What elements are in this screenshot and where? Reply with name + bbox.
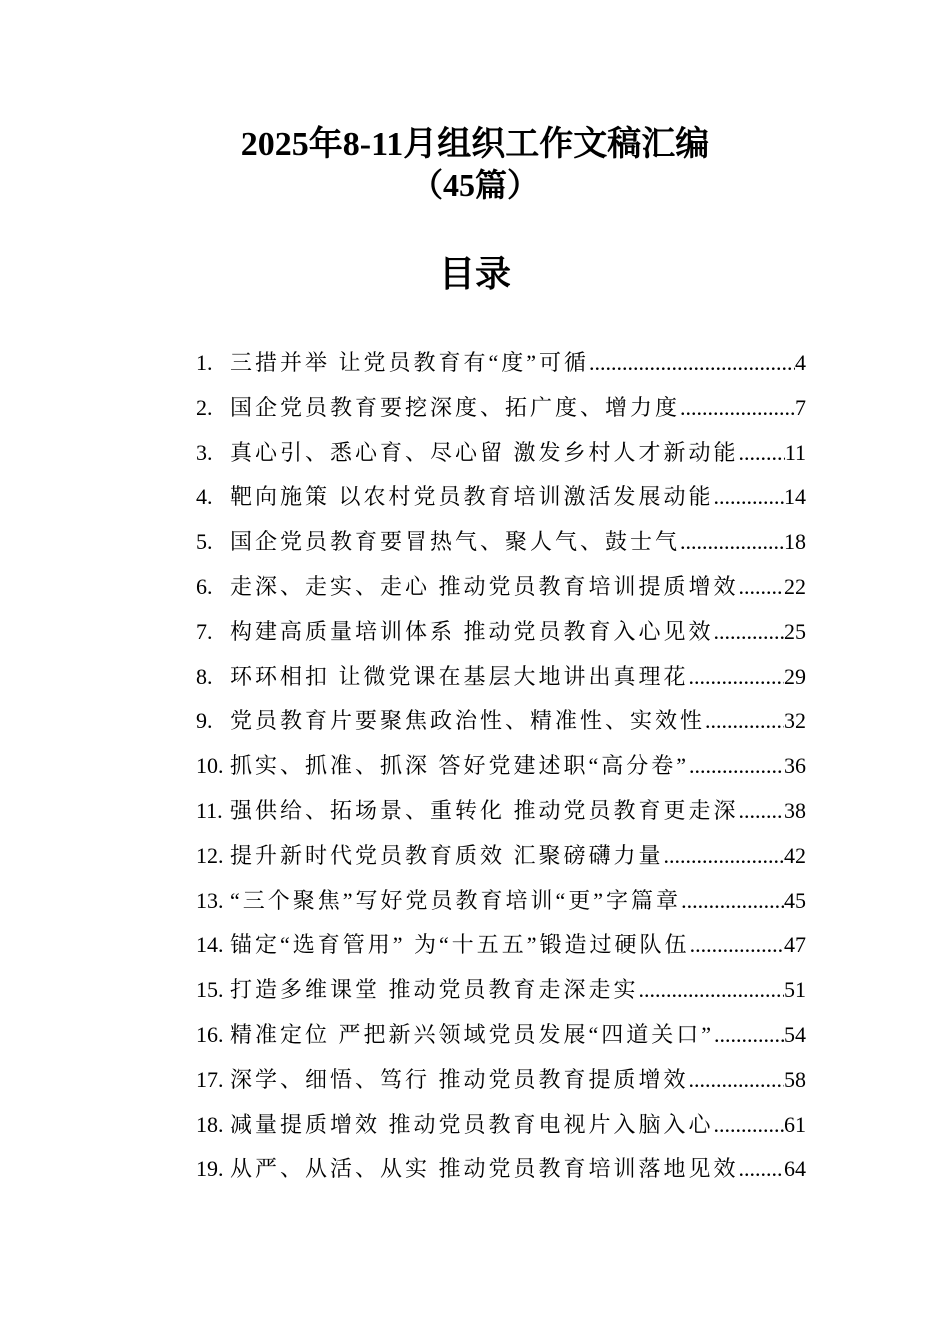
toc-entry-page: 45 [784,887,806,913]
dot-leader [739,436,785,470]
toc-entry-title: 构建高质量培训体系 推动党员教育入心见效 [230,618,714,644]
toc-entry-number: 16. [196,1021,224,1047]
toc-entry-page: 7 [795,394,806,420]
dot-leader [690,928,784,962]
dot-leader [739,570,784,604]
dot-leader [681,884,784,918]
toc-entry-title: 精准定位 严把新兴领域党员发展“四道关口” [230,1021,715,1047]
toc-entry-number: 3. [196,439,213,465]
toc-entry-title: 国企党员教育要挖深度、拓广度、增力度 [230,394,681,420]
dot-leader [589,346,795,380]
toc-entry-number: 10. [196,753,224,779]
toc-entry[interactable] [196,525,806,570]
dot-leader [639,973,784,1007]
toc-entry[interactable] [196,839,806,884]
toc-entry-page: 51 [784,977,806,1003]
toc-entry-page: 25 [784,618,806,644]
toc-entry-number: 6. [196,573,213,599]
dot-leader [714,480,784,514]
toc-entry-page: 38 [784,797,806,823]
toc-entry-page: 47 [784,932,806,958]
table-of-contents [196,346,806,1197]
toc-entry[interactable] [196,660,806,705]
toc-entry-title: 环环相扣 让微党课在基层大地讲出真理花 [230,663,689,689]
document-subtitle: （45篇） [410,167,539,203]
toc-heading: 目录 [438,254,511,294]
toc-entry-number: 7. [196,618,213,644]
toc-entry-title: 打造多维课堂 推动党员教育走深走实 [230,977,639,1003]
toc-entry-number: 8. [196,663,213,689]
dot-leader [664,839,784,873]
toc-entry-title: 提升新时代党员教育质效 汇聚磅礴力量 [230,842,664,868]
toc-entry-number: 18. [196,1111,224,1137]
toc-entry-page: 32 [784,708,806,734]
toc-entry[interactable] [196,1063,806,1108]
toc-entry-number: 14. [196,932,224,958]
toc-entry-page: 29 [784,663,806,689]
toc-entry-title: 深学、细悟、笃行 推动党员教育提质增效 [230,1066,689,1092]
toc-entry[interactable] [196,928,806,973]
toc-entry[interactable] [196,704,806,749]
toc-entry[interactable] [196,480,806,525]
toc-entry[interactable] [196,436,806,481]
toc-entry-number: 19. [196,1156,224,1182]
toc-entry-page: 36 [784,753,806,779]
toc-entry[interactable] [196,570,806,615]
toc-entry-page: 61 [784,1111,806,1137]
toc-entry-number: 2. [196,394,213,420]
toc-entry-title: 走深、走实、走心 推动党员教育培训提质增效 [230,573,739,599]
toc-entry-title: 减量提质增效 推动党员教育电视片入脑入心 [230,1111,714,1137]
toc-entry-number: 15. [196,977,224,1003]
toc-entry-number: 5. [196,529,213,555]
toc-entry-title: 从严、从活、从实 推动党员教育培训落地见效 [230,1156,739,1182]
dot-leader [689,749,784,783]
toc-entry[interactable] [196,794,806,839]
toc-entry[interactable] [196,884,806,929]
toc-entry-title: “三个聚焦”写好党员教育培训“更”字篇章 [230,887,682,913]
dot-leader [739,794,784,828]
toc-entry-page: 58 [784,1066,806,1092]
toc-entry-number: 9. [196,708,213,734]
toc-entry-page: 22 [784,573,806,599]
toc-entry-number: 11. [196,797,223,823]
toc-entry[interactable] [196,1108,806,1153]
dot-leader [680,391,795,425]
dot-leader [705,704,784,738]
toc-entry-title: 真心引、悉心育、尽心留 激发乡村人才新动能 [230,439,739,465]
dot-leader [714,1018,784,1052]
toc-entry[interactable] [196,973,806,1018]
toc-entry-title: 国企党员教育要冒热气、聚人气、鼓士气 [230,529,681,555]
toc-entry[interactable] [196,749,806,794]
toc-entry-page: 42 [784,842,806,868]
toc-entry[interactable] [196,346,806,391]
toc-entry-number: 1. [196,350,213,375]
toc-entry-page: 18 [784,529,806,555]
toc-entry-page: 11 [784,439,806,465]
toc-entry-title: 靶向施策 以农村党员教育培训激活发展动能 [230,484,714,510]
toc-entry[interactable] [196,1018,806,1063]
dot-leader [739,1152,784,1186]
toc-entry[interactable] [196,615,806,660]
toc-entry-title: 三措并举 让党员教育有“度”可循 [230,350,590,375]
document-title: 2025年8-11月组织工作文稿汇编 [240,126,710,163]
toc-entry-title: 强供给、拓场景、重转化 推动党员教育更走深 [230,797,739,823]
toc-entry[interactable] [196,1152,806,1197]
toc-entry-number: 4. [196,484,213,510]
toc-entry-title: 锚定“选育管用” 为“十五五”锻造过硬队伍 [230,932,690,958]
toc-entry-page: 4 [795,350,806,375]
toc-entry-page: 54 [784,1021,806,1047]
dot-leader [689,1063,784,1097]
toc-entry-title: 党员教育片要聚焦政治性、精准性、实效性 [230,708,706,734]
toc-entry-title: 抓实、抓准、抓深 答好党建述职“高分卷” [230,753,690,779]
dot-leader [680,525,784,559]
toc-entry-page: 64 [784,1156,806,1182]
toc-entry-number: 12. [196,842,224,868]
toc-entry-number: 17. [196,1066,224,1092]
toc-entry-number: 13. [196,887,224,913]
dot-leader [714,1108,784,1142]
toc-entry[interactable] [196,391,806,436]
dot-leader [689,660,784,694]
toc-entry-page: 14 [784,484,806,510]
dot-leader [714,615,784,649]
